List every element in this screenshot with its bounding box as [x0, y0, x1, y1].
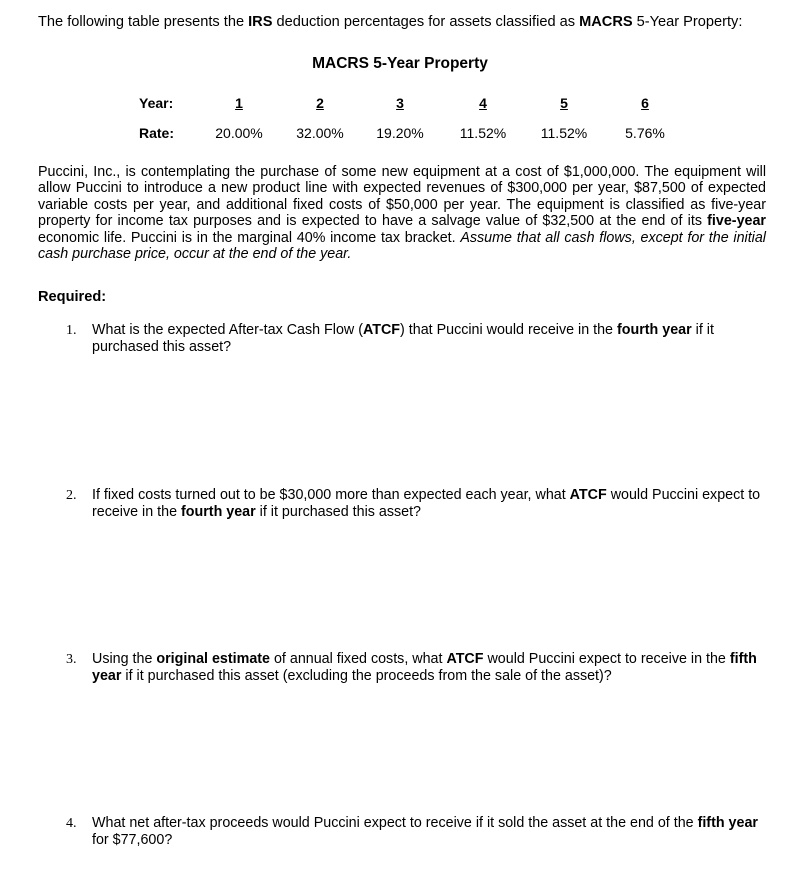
question-bold: fifth year [697, 815, 758, 831]
intro-macrs: MACRS [579, 14, 633, 30]
paragraph-italic: Assume that all cash flows, except for the initial cash purchase price, occur at the end of the year. [38, 229, 766, 263]
question-2 [66, 487, 766, 521]
question-bold: fourth year [181, 504, 256, 520]
year-cell: 3 [396, 95, 404, 111]
question-bold: original estimate [156, 651, 270, 667]
question-4 [66, 815, 766, 849]
intro-irs: IRS [248, 14, 273, 30]
paragraph-bold: five-year [707, 213, 766, 230]
paragraph-part: economic life. Puccini is in the marginal 40% income tax bracket. [38, 229, 461, 246]
rate-cell: 32.00% [296, 125, 344, 141]
question-part: ) that Puccini would receive in the [400, 322, 617, 338]
intro-post: 5-Year Property: [632, 14, 743, 30]
question-bold: ATCF [569, 487, 607, 503]
question-part: for $77,600? [92, 832, 173, 848]
intro-mid: deduction percentages for assets classified as [272, 14, 580, 30]
question-part: if it purchased this asset (excluding the proceeds from the sale of the asset)? [121, 668, 612, 684]
question-part: Using the [92, 651, 157, 667]
question-text [92, 322, 766, 356]
year-cell: 5 [560, 95, 568, 111]
question-number: 3. [66, 652, 77, 667]
year-row-label: Year: [139, 95, 174, 111]
intro-pre: The following table presents the [38, 14, 249, 30]
question-part: would Puccini expect to receive in the [483, 651, 730, 667]
year-cell: 2 [316, 95, 324, 111]
question-part: would Puccini expect to receive in the [92, 487, 761, 520]
question-number: 4. [66, 816, 77, 831]
question-bold: fifth year [92, 651, 757, 684]
rate-cell: 20.00% [215, 125, 263, 141]
rate-cell: 5.76% [625, 125, 665, 141]
rate-cell: 11.52% [459, 125, 507, 141]
paragraph-part: Puccini, Inc., is contemplating the purchase of some new equipment at a cost of $1,000,000. The equipment will allow Puccini to introduce a new product line with expected revenues of $300,000 per year, $87,500 of expected variable costs per year, and additional fixed costs of $50,000 per year. The equipment is classified as five-year property for income tax purposes and is expected to have a salvage value of $32,500 at the end of its [38, 164, 766, 230]
question-3 [66, 651, 766, 685]
question-part: of annual fixed costs, what [270, 651, 447, 667]
year-cell: 4 [479, 95, 487, 111]
question-text [92, 487, 766, 521]
problem-paragraph [38, 164, 766, 262]
year-cell: 1 [235, 95, 243, 111]
question-part: if it purchased this asset? [92, 322, 714, 355]
rate-cell: 11.52% [540, 125, 588, 141]
question-number: 2. [66, 488, 77, 503]
question-part: What is the expected After-tax Cash Flow ( [92, 322, 363, 338]
question-bold: ATCF [362, 322, 401, 338]
table-title: MACRS 5-Year Property [312, 55, 488, 72]
question-part: What net after-tax proceeds would Puccini expect to receive if it sold the asset at the end of the [92, 815, 698, 831]
year-cell: 6 [641, 95, 649, 111]
required-heading: Required: [38, 289, 107, 305]
question-number: 1. [66, 323, 77, 338]
question-text [92, 651, 766, 685]
rate-row-label: Rate: [139, 125, 175, 141]
question-1 [66, 322, 766, 356]
intro-text [38, 13, 778, 31]
question-bold: fourth year [616, 322, 692, 338]
question-text [92, 815, 766, 849]
question-bold: ATCF [446, 651, 484, 667]
question-part: if it purchased this asset? [255, 504, 421, 520]
question-part: If fixed costs turned out to be $30,000 more than expected each year, what [92, 487, 570, 503]
rate-cell: 19.20% [376, 125, 424, 141]
